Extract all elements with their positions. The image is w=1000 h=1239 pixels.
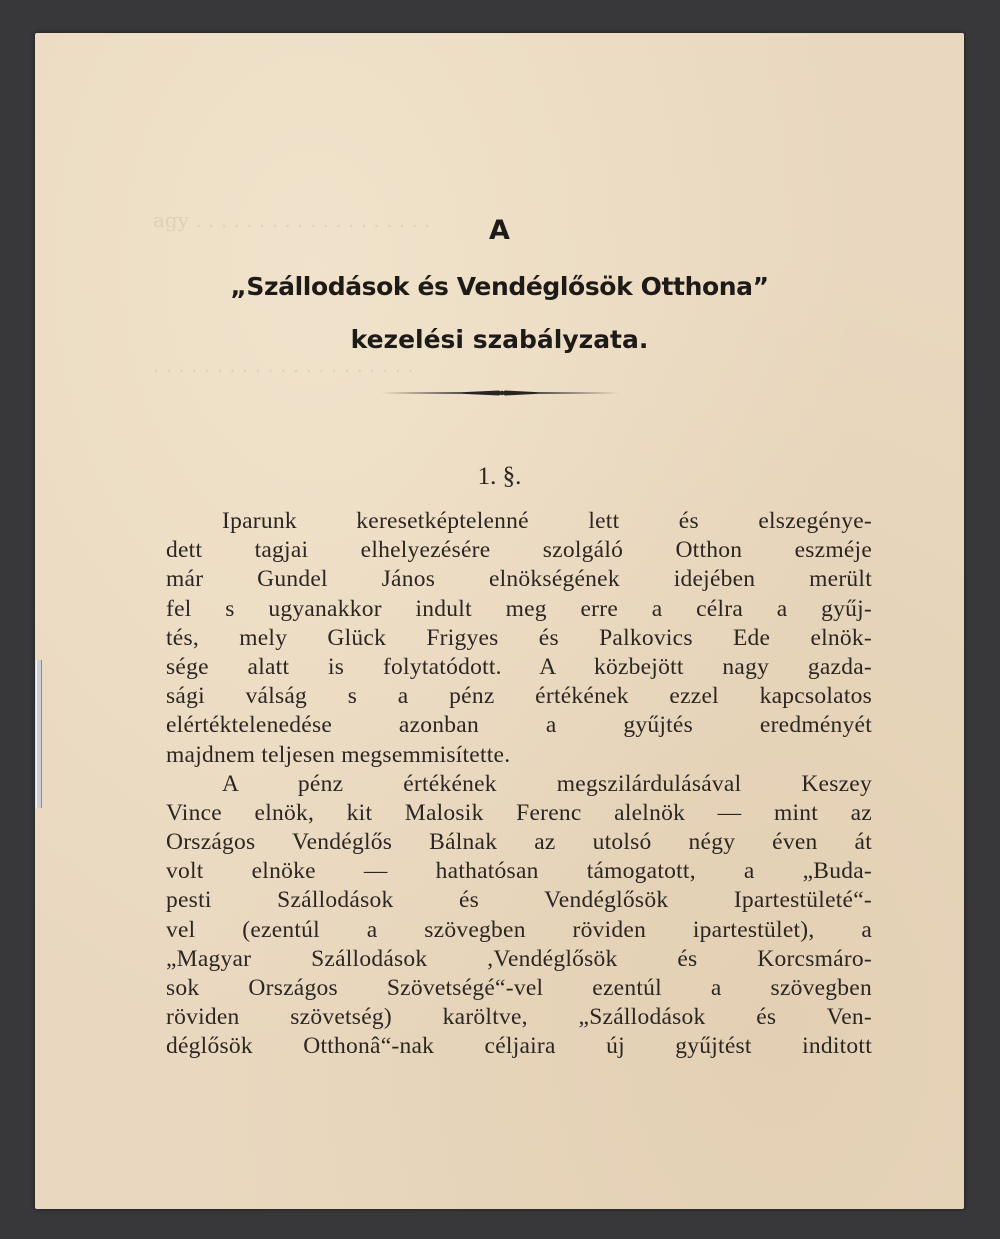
text-line: sok Országos Szövetségé“-vel ezentúl a szövegben <box>166 975 872 1001</box>
text-line: elértéktelenedése azonban a gyűjtés eredményét <box>166 712 872 739</box>
heading-line-1: A <box>488 215 511 246</box>
text-line: dett tagjai elhelyezésére szolgáló Otthon eszméje <box>166 537 872 564</box>
body-text <box>166 507 872 1062</box>
text-line: sági válság s a pénz értékének ezzel kapcsolatos <box>166 683 872 710</box>
text-line: Országos Vendéglős Bálnak az utolsó négy éven át <box>166 829 872 856</box>
paragraph-1 <box>166 507 872 770</box>
text-line: vel (ezentúl a szövegben röviden ipartestület), a <box>166 916 872 943</box>
divider-ornament <box>381 389 619 397</box>
document-page <box>35 33 964 1209</box>
text-line: Vince elnök, kit Malosik Ferenc alelnök — mint az <box>166 799 872 826</box>
text-line: fel s ugyanakkor indult meg erre a célra a gyűj- <box>166 595 872 622</box>
text-line: már Gundel János elnökségének idejében merült <box>166 566 872 593</box>
text-line: röviden szövetség) karöltve, „Szállodások és Ven- <box>166 1004 872 1031</box>
show-through-text: . . . . . . . . . . . . . . . . . . . . . <box>153 353 414 377</box>
paragraph-2 <box>166 770 872 1062</box>
show-through-text: agy . . . . . . . . . . . . . . . . . . . <box>153 208 431 232</box>
text-line: déglősök Otthonâ“-nak céljaira új gyűjtést inditott <box>166 1033 872 1060</box>
text-line: majdnem teljesen megsemmisítette. <box>166 741 511 768</box>
heading-line-2: „Szállodások és Vendéglősök Otthona” <box>230 272 769 301</box>
text-line: pesti Szállodások és Vendéglősök Ipartestületé“- <box>166 887 872 914</box>
text-line: tés, mely Glück Frigyes és Palkovics Ede elnök- <box>166 624 872 651</box>
text-line: volt elnöke — hathatósan támogatott, a „Buda- <box>166 858 872 885</box>
staple-binding <box>36 660 42 808</box>
text-line: sége alatt is folytatódott. A közbejött nagy gazda- <box>166 653 872 680</box>
heading-line-3: kezelési szabályzata. <box>350 325 649 354</box>
text-line: „Magyar Szállodások ,Vendéglősök és Korcsmáro- <box>166 945 872 972</box>
text-line: Iparunk keresetképtelenné lett és elszegénye- <box>222 508 872 534</box>
text-line: A pénz értékének megszilárdulásával Keszey <box>222 770 872 797</box>
section-mark: 1. §. <box>477 463 522 490</box>
